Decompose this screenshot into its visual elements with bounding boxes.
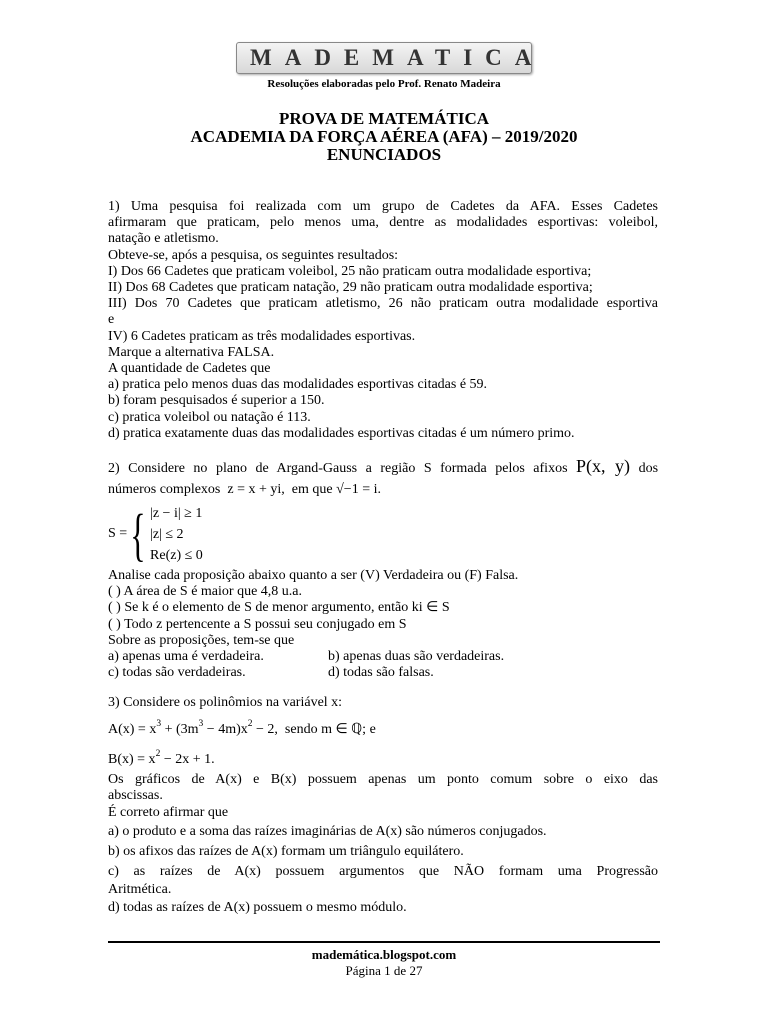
q3-line: Os gráficos de A(x) e B(x) possuem apenas um ponto comum sobre o eixo das: [108, 771, 658, 787]
q1-line: II) Dos 68 Cadetes que praticam natação, 29 não praticam outra modalidade esportiva;: [108, 280, 593, 296]
header-subtitle: Resoluções elaboradas pelo Prof. Renato Madeira: [267, 78, 501, 90]
q3-option-a: a) o produto e a soma das raízes imaginárias de A(x) são números conjugados.: [108, 824, 547, 840]
question-3: [108, 695, 658, 918]
q1-intro-2: afirmaram que praticam, pelo menos uma, dentre as modalidades esportivas: voleibol,: [108, 215, 658, 231]
system-condition-3: Re(z) ≤ 0: [150, 548, 203, 564]
mademática-logo: MADEMATICA: [236, 42, 532, 74]
system-label: S =: [108, 526, 128, 542]
q1-line: IV) 6 Cadetes praticam as três modalidades esportivas.: [108, 328, 416, 344]
exam-content: [108, 199, 658, 918]
q3-option-c: c) as raízes de A(x) possuem argumentos que NÃO formam uma Progressão: [108, 864, 658, 880]
q1-option-a: a) pratica pelo menos duas das modalidades esportivas citadas é 59.: [108, 377, 488, 393]
q2-proposition-1: ( ) A área de S é maior que 4,8 u.a.: [108, 584, 302, 600]
q1-intro-1: 1) Uma pesquisa foi realizada com um grupo de Cadetes da AFA. Esses Cadetes: [108, 199, 658, 214]
system-condition-1: |z − i| ≥ 1: [150, 506, 203, 522]
q1-line: e: [108, 312, 115, 328]
system-condition-2: |z| ≤ 2: [150, 527, 184, 543]
q2-intro-2: números complexos z = x + yi, em que √−1 = i.: [108, 482, 381, 498]
q3-line: abscissas.: [108, 787, 163, 803]
q1-line: Obteve-se, após a pesquisa, os seguintes resultados:: [108, 247, 399, 263]
q3-intro: 3) Considere os polinômios na variável x:: [108, 695, 343, 711]
footer-site: mademática.blogspot.com: [311, 947, 457, 962]
question-1: [108, 199, 658, 442]
question-2: [108, 456, 658, 681]
title-line-2: ACADEMIA DA FORÇA AÉREA (AFA) – 2019/2020: [190, 127, 578, 146]
q2-proposition-2: ( ) Se k é o elemento de S de menor argumento, então ki ∈ S: [108, 600, 450, 616]
q3-polynomial-a: $A(x) = x^3 + (3m^3 - 4m)x^2 - 2$, sendo m ∈ ℚ; e: [108, 718, 376, 737]
q1-line: III) Dos 70 Cadetes que praticam atletismo, 26 não praticam outra modalidade esportiva: [108, 296, 658, 312]
q1-line: A quantidade de Cadetes que: [108, 361, 271, 377]
q1-intro-3: natação e atletismo.: [108, 231, 219, 247]
q2-options-ab: a) apenas uma é verdadeira. b) apenas duas são verdadeiras.: [108, 649, 505, 665]
title-line-1: PROVA DE MATEMÁTICA: [279, 109, 489, 128]
q1-line: I) Dos 66 Cadetes que praticam voleibol, 25 não praticam outra modalidade esportiva;: [108, 263, 592, 279]
q2-proposition-3: ( ) Todo z pertencente a S possui seu conjugado em S: [108, 616, 407, 632]
q3-line: É correto afirmar que: [108, 805, 229, 821]
brace-icon: {: [130, 501, 146, 567]
q1-line: Marque a alternativa FALSA.: [108, 344, 275, 360]
q2-line: Sobre as proposições, tem-se que: [108, 632, 295, 648]
q2-region-system: [108, 503, 658, 566]
q2-intro-1: 2) Considere no plano de Argand-Gauss a região S formada pelos afixos P(x, y) dos: [108, 456, 659, 477]
q1-option-b: b) foram pesquisados é superior a 150.: [108, 393, 325, 409]
footer-divider: [108, 941, 660, 943]
title-line-3: ENUNCIADOS: [326, 145, 442, 164]
q3-option-c-cont: Aritmética.: [108, 882, 172, 898]
q2-line: Analise cada proposição abaixo quanto a ser (V) Verdadeira ou (F) Falsa.: [108, 568, 519, 584]
q3-option-b: b) os afixos das raízes de A(x) formam um triângulo equilátero.: [108, 844, 464, 860]
q3-polynomial-b: $B(x) = x^2 - 2x + 1$.: [108, 748, 215, 767]
q3-option-d: d) todas as raízes de A(x) possuem o mesmo módulo.: [108, 900, 407, 916]
q2-options-cd: c) todas são verdadeiras. d) todas são falsas.: [108, 665, 434, 681]
page-number: Página 1 de 27: [345, 963, 423, 978]
q1-option-c: c) pratica voleibol ou natação é 113.: [108, 409, 311, 425]
q1-option-d: d) pratica exatamente duas das modalidades esportivas citadas é um número primo.: [108, 425, 575, 441]
